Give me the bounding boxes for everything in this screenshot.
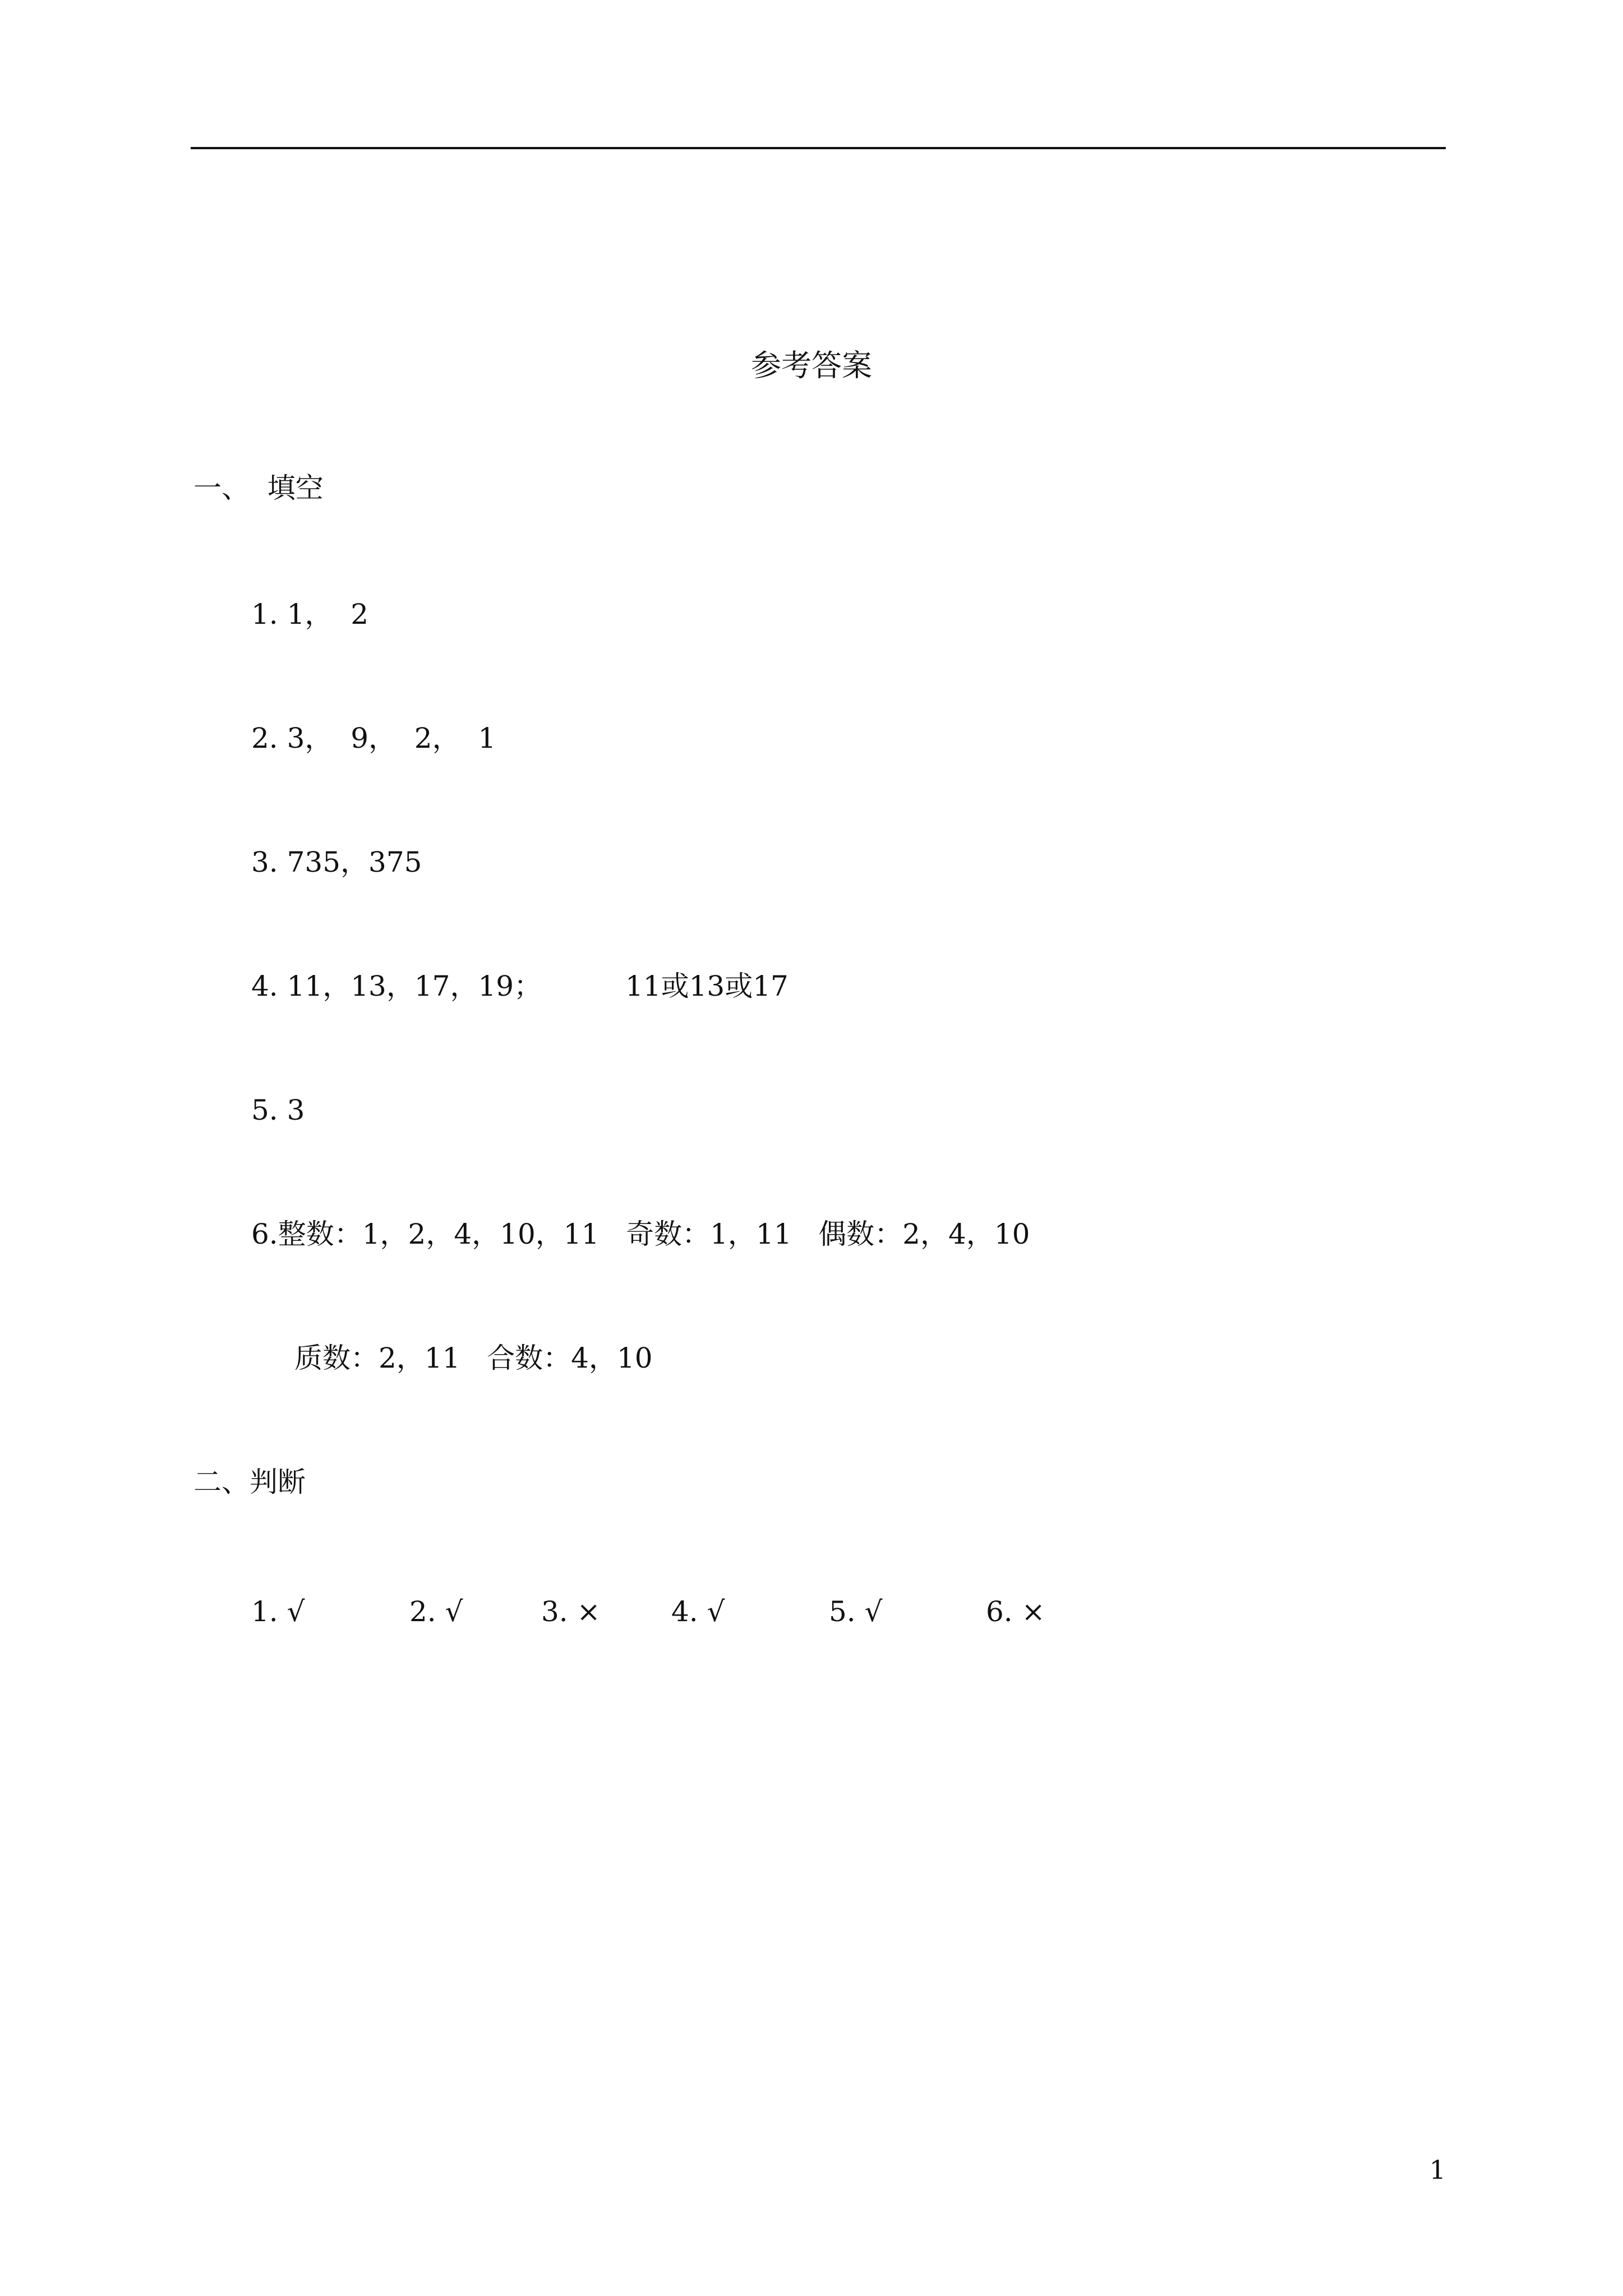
section-heading-fill-blank: 一、 填空	[193, 472, 324, 504]
page-number: 1	[1429, 2155, 1446, 2185]
judge-answer-4: 4. √	[671, 1595, 725, 1628]
page-title: 参考答案	[751, 348, 872, 383]
header-rule	[191, 147, 1446, 149]
answer-item-5: 5. 3	[251, 1094, 305, 1126]
judge-answer-6: 6. ×	[986, 1595, 1045, 1628]
section-heading-true-false: 二、判断	[193, 1466, 306, 1498]
answer-item-4-extra: 11或13或17	[625, 970, 789, 1002]
judge-answer-2: 2. √	[409, 1595, 463, 1628]
answer-item-6: 6.整数：1，2，4，10，11 奇数：1，11 偶数：2，4，10	[251, 1218, 1030, 1250]
judge-answer-3: 3. ×	[541, 1595, 601, 1628]
answer-item-3: 3. 735，375	[251, 846, 422, 878]
answer-item-2: 2. 3， 9， 2， 1	[251, 722, 496, 754]
answer-item-6-continued: 质数：2，11 合数：4，10	[294, 1342, 653, 1374]
answer-item-4: 4. 11，13，17，19；	[251, 970, 542, 1002]
judge-answer-1: 1. √	[251, 1595, 305, 1628]
judge-answer-5: 5. √	[829, 1595, 883, 1628]
answer-item-1: 1. 1， 2	[251, 598, 369, 631]
